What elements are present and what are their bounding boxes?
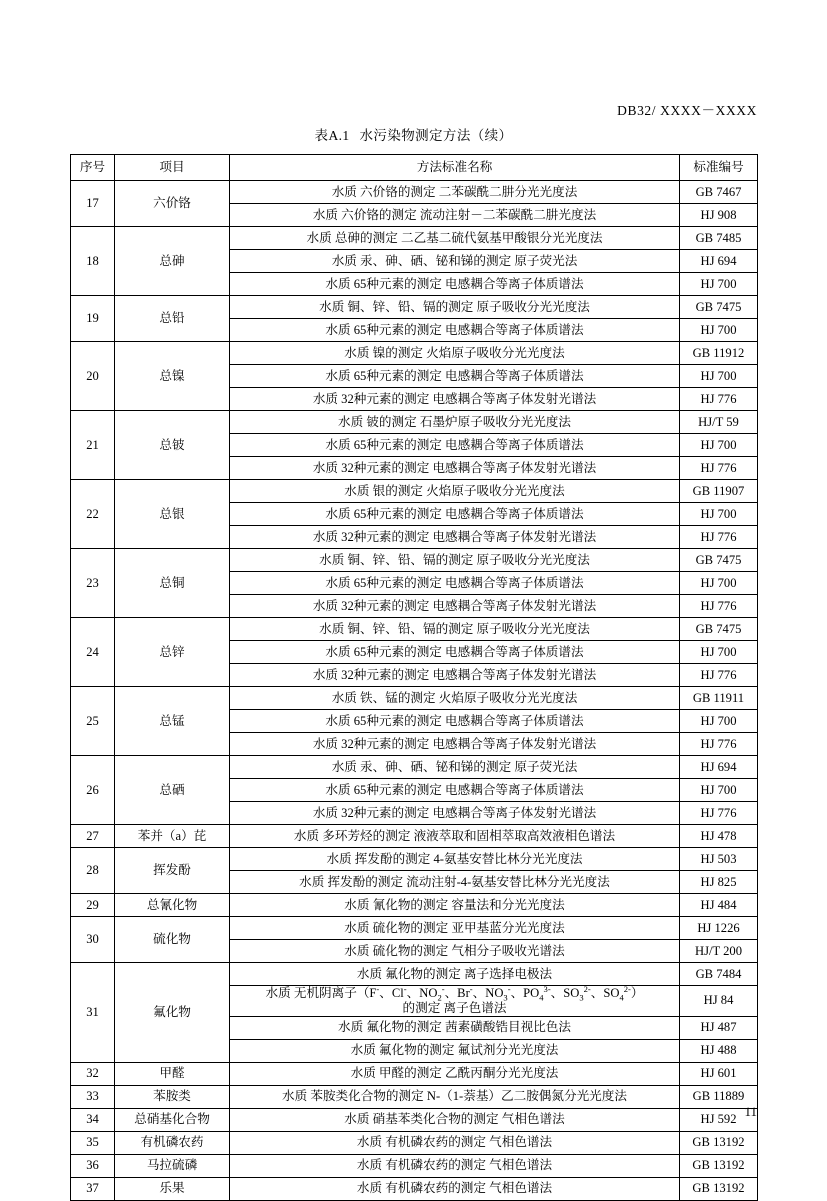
cell-pollutant-item: 总铜 [115, 549, 230, 618]
cell-standard-code: HJ 487 [680, 1016, 758, 1039]
cell-method-standard-name: 水质 氟化物的测定 离子选择电极法 [230, 963, 680, 986]
cell-standard-code: HJ 592 [680, 1108, 758, 1131]
cell-sequence-number: 32 [71, 1062, 115, 1085]
cell-standard-code: HJ 700 [680, 434, 758, 457]
cell-method-standard-name: 水质 65种元素的测定 电感耦合等离子体质谱法 [230, 273, 680, 296]
cell-method-standard-name: 水质 多环芳烃的测定 液液萃取和固相萃取高效液相色谱法 [230, 825, 680, 848]
table-caption [0, 124, 827, 144]
cell-method-standard-name: 水质 硝基苯类化合物的测定 气相色谱法 [230, 1108, 680, 1131]
cell-method-standard-name: 水质 铜、锌、铅、镉的测定 原子吸收分光光度法 [230, 296, 680, 319]
cell-method-standard-name: 水质 65种元素的测定 电感耦合等离子体质谱法 [230, 710, 680, 733]
cell-sequence-number: 22 [71, 480, 115, 549]
table-row [71, 1062, 758, 1085]
water-pollutant-methods-table [70, 154, 758, 1201]
cell-standard-code: HJ 908 [680, 204, 758, 227]
cell-standard-code: GB 7475 [680, 549, 758, 572]
cell-method-standard-name: 水质 挥发酚的测定 4-氨基安替比林分光光度法 [230, 848, 680, 871]
cell-method-standard-name: 水质 六价铬的测定 流动注射－二苯碳酰二肼光度法 [230, 204, 680, 227]
cell-sequence-number: 19 [71, 296, 115, 342]
table-row [71, 1177, 758, 1200]
cell-standard-code: HJ 776 [680, 388, 758, 411]
cell-standard-code: HJ/T 59 [680, 411, 758, 434]
cell-standard-code: GB 13192 [680, 1131, 758, 1154]
cell-method-standard-name: 水质 硫化物的测定 气相分子吸收光谱法 [230, 940, 680, 963]
table-row [71, 342, 758, 365]
cell-pollutant-item: 总铅 [115, 296, 230, 342]
cell-method-standard-name: 水质 汞、砷、硒、铋和锑的测定 原子荧光法 [230, 250, 680, 273]
table-header-row [71, 155, 758, 181]
cell-method-standard-name: 水质 32种元素的测定 电感耦合等离子体发射光谱法 [230, 457, 680, 480]
cell-standard-code: HJ 700 [680, 503, 758, 526]
table-row [71, 848, 758, 871]
cell-method-standard-name: 水质 有机磷农药的测定 气相色谱法 [230, 1177, 680, 1200]
cell-pollutant-item: 六价铬 [115, 181, 230, 227]
table-body [71, 181, 758, 1201]
cell-standard-code: GB 7475 [680, 618, 758, 641]
cell-pollutant-item: 总氰化物 [115, 894, 230, 917]
cell-method-standard-name: 水质 有机磷农药的测定 气相色谱法 [230, 1131, 680, 1154]
cell-sequence-number: 17 [71, 181, 115, 227]
cell-sequence-number: 28 [71, 848, 115, 894]
cell-pollutant-item: 有机磷农药 [115, 1131, 230, 1154]
cell-standard-code: GB 11907 [680, 480, 758, 503]
cell-method-standard-name: 水质 银的测定 火焰原子吸收分光光度法 [230, 480, 680, 503]
table-row [71, 687, 758, 710]
cell-standard-code: GB 13192 [680, 1154, 758, 1177]
cell-pollutant-item: 挥发酚 [115, 848, 230, 894]
table-row [71, 963, 758, 986]
cell-standard-code: GB 7475 [680, 296, 758, 319]
cell-method-standard-name: 水质 挥发酚的测定 流动注射-4-氨基安替比林分光光度法 [230, 871, 680, 894]
cell-method-standard-name: 水质 32种元素的测定 电感耦合等离子体发射光谱法 [230, 388, 680, 411]
cell-pollutant-item: 苯并（a）芘 [115, 825, 230, 848]
cell-standard-code: HJ 776 [680, 664, 758, 687]
cell-standard-code: HJ/T 200 [680, 940, 758, 963]
cell-method-standard-name: 水质 32种元素的测定 电感耦合等离子体发射光谱法 [230, 664, 680, 687]
cell-method-standard-name: 水质 65种元素的测定 电感耦合等离子体质谱法 [230, 434, 680, 457]
cell-standard-code: HJ 700 [680, 365, 758, 388]
cell-standard-code: GB 7484 [680, 963, 758, 986]
cell-sequence-number: 33 [71, 1085, 115, 1108]
cell-method-standard-name: 水质 65种元素的测定 电感耦合等离子体质谱法 [230, 572, 680, 595]
table-row [71, 1085, 758, 1108]
table-row [71, 549, 758, 572]
cell-sequence-number: 23 [71, 549, 115, 618]
cell-method-standard-name: 水质 32种元素的测定 电感耦合等离子体发射光谱法 [230, 802, 680, 825]
cell-pollutant-item: 马拉硫磷 [115, 1154, 230, 1177]
cell-standard-code: HJ 700 [680, 641, 758, 664]
cell-standard-code: HJ 700 [680, 572, 758, 595]
cell-sequence-number: 35 [71, 1131, 115, 1154]
cell-sequence-number: 24 [71, 618, 115, 687]
table-caption-title: 水污染物测定方法（续） [359, 128, 513, 143]
cell-method-standard-name: 水质 镍的测定 火焰原子吸收分光光度法 [230, 342, 680, 365]
cell-pollutant-item: 氟化物 [115, 963, 230, 1063]
cell-standard-code: HJ 1226 [680, 917, 758, 940]
cell-pollutant-item: 总镍 [115, 342, 230, 411]
cell-pollutant-item: 总铍 [115, 411, 230, 480]
cell-sequence-number: 31 [71, 963, 115, 1063]
cell-sequence-number: 34 [71, 1108, 115, 1131]
cell-pollutant-item: 苯胺类 [115, 1085, 230, 1108]
table-row [71, 181, 758, 204]
cell-pollutant-item: 总锰 [115, 687, 230, 756]
cell-method-standard-name: 水质 铍的测定 石墨炉原子吸收分光光度法 [230, 411, 680, 434]
cell-standard-code: GB 7485 [680, 227, 758, 250]
cell-standard-code: HJ 478 [680, 825, 758, 848]
page-number: 11 [744, 1104, 757, 1119]
cell-pollutant-item: 硫化物 [115, 917, 230, 963]
standard-code-header: DB32/ XXXX－XXXX [617, 103, 757, 118]
cell-standard-code: GB 7467 [680, 181, 758, 204]
cell-sequence-number: 29 [71, 894, 115, 917]
table-row [71, 825, 758, 848]
cell-sequence-number: 25 [71, 687, 115, 756]
cell-method-standard-name: 水质 65种元素的测定 电感耦合等离子体质谱法 [230, 365, 680, 388]
cell-sequence-number: 30 [71, 917, 115, 963]
cell-method-standard-name: 水质 有机磷农药的测定 气相色谱法 [230, 1154, 680, 1177]
cell-standard-code: HJ 776 [680, 526, 758, 549]
cell-sequence-number: 27 [71, 825, 115, 848]
header-cell-name: 方法标准名称 [230, 155, 680, 181]
cell-method-standard-name: 水质 甲醛的测定 乙酰丙酮分光光度法 [230, 1062, 680, 1085]
table-row [71, 618, 758, 641]
cell-method-standard-name: 水质 32种元素的测定 电感耦合等离子体发射光谱法 [230, 526, 680, 549]
cell-pollutant-item: 总锌 [115, 618, 230, 687]
cell-standard-code: HJ 601 [680, 1062, 758, 1085]
table-row [71, 1131, 758, 1154]
cell-method-standard-name: 水质 铁、锰的测定 火焰原子吸收分光光度法 [230, 687, 680, 710]
cell-method-standard-name: 水质 汞、砷、硒、铋和锑的测定 原子荧光法 [230, 756, 680, 779]
cell-pollutant-item: 甲醛 [115, 1062, 230, 1085]
cell-method-standard-name: 水质 氰化物的测定 容量法和分光光度法 [230, 894, 680, 917]
cell-sequence-number: 21 [71, 411, 115, 480]
table-caption-label: 表A.1 [314, 128, 350, 143]
table-row [71, 1154, 758, 1177]
cell-standard-code: HJ 700 [680, 710, 758, 733]
cell-method-standard-name: 水质 32种元素的测定 电感耦合等离子体发射光谱法 [230, 733, 680, 756]
table-row [71, 756, 758, 779]
cell-sequence-number: 36 [71, 1154, 115, 1177]
cell-method-standard-name: 水质 无机阴离子（F-、Cl-、$NO_2^-$、Br-、$NO_3^-$、$PO_4^{3-}$、$SO_3^{2-}$、$SO_4^{2-}$） 的测定 离子色谱法 [230, 986, 680, 1017]
cell-standard-code: HJ 694 [680, 756, 758, 779]
cell-method-standard-name: 水质 氟化物的测定 氟试剂分光光度法 [230, 1039, 680, 1062]
cell-standard-code: GB 11889 [680, 1085, 758, 1108]
cell-standard-code: HJ 776 [680, 595, 758, 618]
cell-standard-code: HJ 700 [680, 273, 758, 296]
table-row [71, 296, 758, 319]
cell-method-standard-name: 水质 总砷的测定 二乙基二硫代氨基甲酸银分光光度法 [230, 227, 680, 250]
table-row [71, 894, 758, 917]
cell-method-standard-name: 水质 六价铬的测定 二苯碳酰二肼分光光度法 [230, 181, 680, 204]
cell-pollutant-item: 总银 [115, 480, 230, 549]
cell-method-standard-name: 水质 硫化物的测定 亚甲基蓝分光光度法 [230, 917, 680, 940]
cell-standard-code: HJ 776 [680, 457, 758, 480]
header-cell-code: 标准编号 [680, 155, 758, 181]
table-row [71, 411, 758, 434]
cell-standard-code: HJ 488 [680, 1039, 758, 1062]
cell-method-standard-name: 水质 苯胺类化合物的测定 N-（1-萘基）乙二胺偶氮分光光度法 [230, 1085, 680, 1108]
cell-standard-code: GB 13192 [680, 1177, 758, 1200]
table-row [71, 227, 758, 250]
cell-standard-code: GB 11911 [680, 687, 758, 710]
cell-standard-code: HJ 776 [680, 733, 758, 756]
cell-standard-code: HJ 503 [680, 848, 758, 871]
table-row [71, 1108, 758, 1131]
cell-standard-code: HJ 776 [680, 802, 758, 825]
cell-standard-code: HJ 700 [680, 779, 758, 802]
cell-standard-code: HJ 694 [680, 250, 758, 273]
cell-method-standard-name: 水质 65种元素的测定 电感耦合等离子体质谱法 [230, 503, 680, 526]
cell-standard-code: HJ 825 [680, 871, 758, 894]
cell-method-standard-name: 水质 65种元素的测定 电感耦合等离子体质谱法 [230, 319, 680, 342]
cell-standard-code: GB 11912 [680, 342, 758, 365]
cell-method-standard-name: 水质 氟化物的测定 茜素磺酸锆目视比色法 [230, 1016, 680, 1039]
cell-sequence-number: 26 [71, 756, 115, 825]
cell-sequence-number: 18 [71, 227, 115, 296]
cell-method-standard-name: 水质 32种元素的测定 电感耦合等离子体发射光谱法 [230, 595, 680, 618]
cell-pollutant-item: 总硝基化合物 [115, 1108, 230, 1131]
cell-standard-code: HJ 700 [680, 319, 758, 342]
cell-pollutant-item: 总硒 [115, 756, 230, 825]
header-cell-no: 序号 [71, 155, 115, 181]
header-cell-item: 项目 [115, 155, 230, 181]
table-row [71, 480, 758, 503]
cell-standard-code: HJ 84 [680, 986, 758, 1017]
cell-method-standard-name: 水质 65种元素的测定 电感耦合等离子体质谱法 [230, 641, 680, 664]
cell-pollutant-item: 乐果 [115, 1177, 230, 1200]
cell-standard-code: HJ 484 [680, 894, 758, 917]
cell-sequence-number: 20 [71, 342, 115, 411]
cell-pollutant-item: 总砷 [115, 227, 230, 296]
cell-method-standard-name: 水质 铜、锌、铅、镉的测定 原子吸收分光光度法 [230, 549, 680, 572]
cell-method-standard-name: 水质 铜、锌、铅、镉的测定 原子吸收分光光度法 [230, 618, 680, 641]
cell-method-standard-name: 水质 65种元素的测定 电感耦合等离子体质谱法 [230, 779, 680, 802]
cell-sequence-number: 37 [71, 1177, 115, 1200]
table-row [71, 917, 758, 940]
